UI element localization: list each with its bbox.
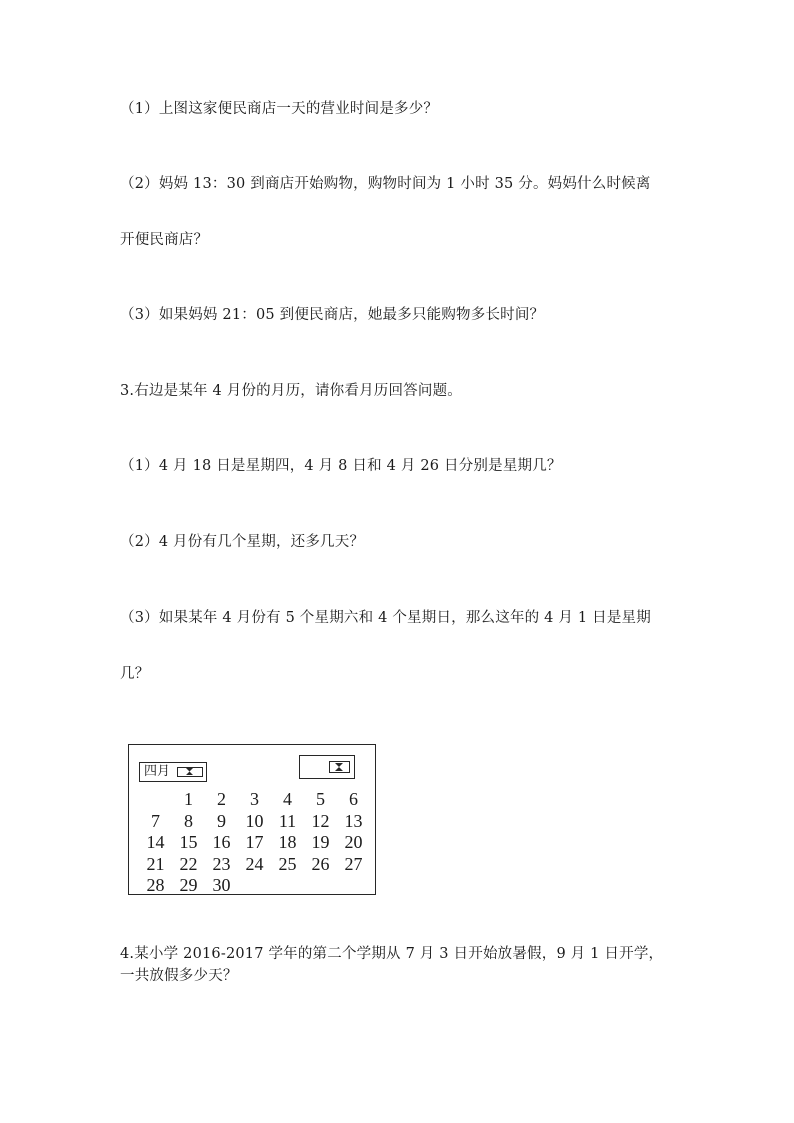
calendar-day: 3 — [250, 789, 259, 809]
question-3-part-3-line-1: （3）如果某年 4 月份有 5 个星期六和 4 个星期日，那么这年的 4 月 1 日是星期 — [120, 610, 651, 626]
question-3-part-2: （2）4 月份有几个星期，还多几天？ — [120, 534, 365, 550]
calendar-day: 12 — [311, 810, 330, 831]
calendar-day: 10 — [245, 810, 264, 831]
calendar-day: 1 — [184, 789, 193, 809]
calendar-day: 11 — [278, 810, 297, 831]
question-2-part-3: （3）如果妈妈 21：05 到便民商店，她最多只能购物多长时间？ — [120, 307, 545, 323]
calendar-day: 15 — [179, 832, 198, 852]
calendar-day: 27 — [344, 853, 363, 874]
april-calendar — [128, 744, 376, 895]
calendar-month-label: 四月 — [144, 764, 171, 779]
calendar-day: 7 — [151, 810, 160, 831]
calendar-day: 20 — [344, 832, 363, 852]
question-2-part-1: （1）上图这家便民商店一天的营业时间是多少？ — [120, 101, 439, 117]
calendar-grid — [139, 789, 371, 897]
hourglass-icon — [329, 761, 350, 773]
calendar-day: 19 — [311, 832, 330, 852]
calendar-day: 21 — [146, 853, 165, 874]
calendar-day — [271, 875, 304, 897]
calendar-week-row — [139, 854, 371, 876]
calendar-day: 22 — [179, 853, 198, 874]
calendar-day: 23 — [212, 853, 231, 874]
calendar-day: 24 — [245, 853, 264, 874]
calendar-day: 18 — [278, 832, 297, 852]
calendar-day — [304, 875, 337, 897]
calendar-day: 30 — [212, 875, 231, 895]
calendar-day: 28 — [146, 875, 165, 895]
calendar-day: 26 — [311, 853, 330, 874]
question-3-part-3-line-2: 几？ — [120, 666, 150, 682]
question-3-part-1: （1）4 月 18 日是星期四，4 月 8 日和 4 月 26 日分别是星期几？ — [120, 458, 562, 474]
calendar-year-box — [299, 755, 355, 779]
calendar-day — [238, 875, 271, 897]
question-2-part-2-line-2: 开便民商店？ — [120, 232, 209, 248]
calendar-day: 14 — [146, 832, 165, 852]
calendar-day: 2 — [217, 789, 226, 809]
calendar-week-row — [139, 811, 371, 833]
question-3-heading: 3.右边是某年 4 月份的月历，请你看月历回答问题。 — [120, 383, 462, 399]
calendar-week-row — [139, 875, 371, 897]
calendar-day: 5 — [316, 789, 325, 809]
calendar-day: 29 — [179, 875, 198, 895]
calendar-day: 4 — [283, 789, 292, 809]
calendar-day — [139, 789, 172, 811]
calendar-month-box — [139, 762, 207, 782]
calendar-week-row — [139, 789, 371, 811]
calendar-day: 8 — [184, 810, 193, 831]
question-2-part-2-line-1: （2）妈妈 13：30 到商店开始购物，购物时间为 1 小时 35 分。妈妈什么时候离 — [120, 176, 651, 192]
calendar-day: 13 — [344, 810, 363, 831]
question-4-line-1: 4.某小学 2016-2017 学年的第二个学期从 7 月 3 日开始放暑假，9 月 1 日开学， — [120, 946, 664, 962]
calendar-day: 17 — [245, 832, 264, 852]
calendar-week-row — [139, 832, 371, 854]
calendar-day: 6 — [349, 789, 358, 809]
question-4-line-2: 一共放假多少天？ — [120, 968, 238, 984]
calendar-day — [337, 875, 370, 897]
calendar-day: 25 — [278, 853, 297, 874]
calendar-day: 16 — [212, 832, 231, 852]
calendar-day: 9 — [217, 810, 226, 831]
hourglass-icon — [177, 767, 203, 777]
